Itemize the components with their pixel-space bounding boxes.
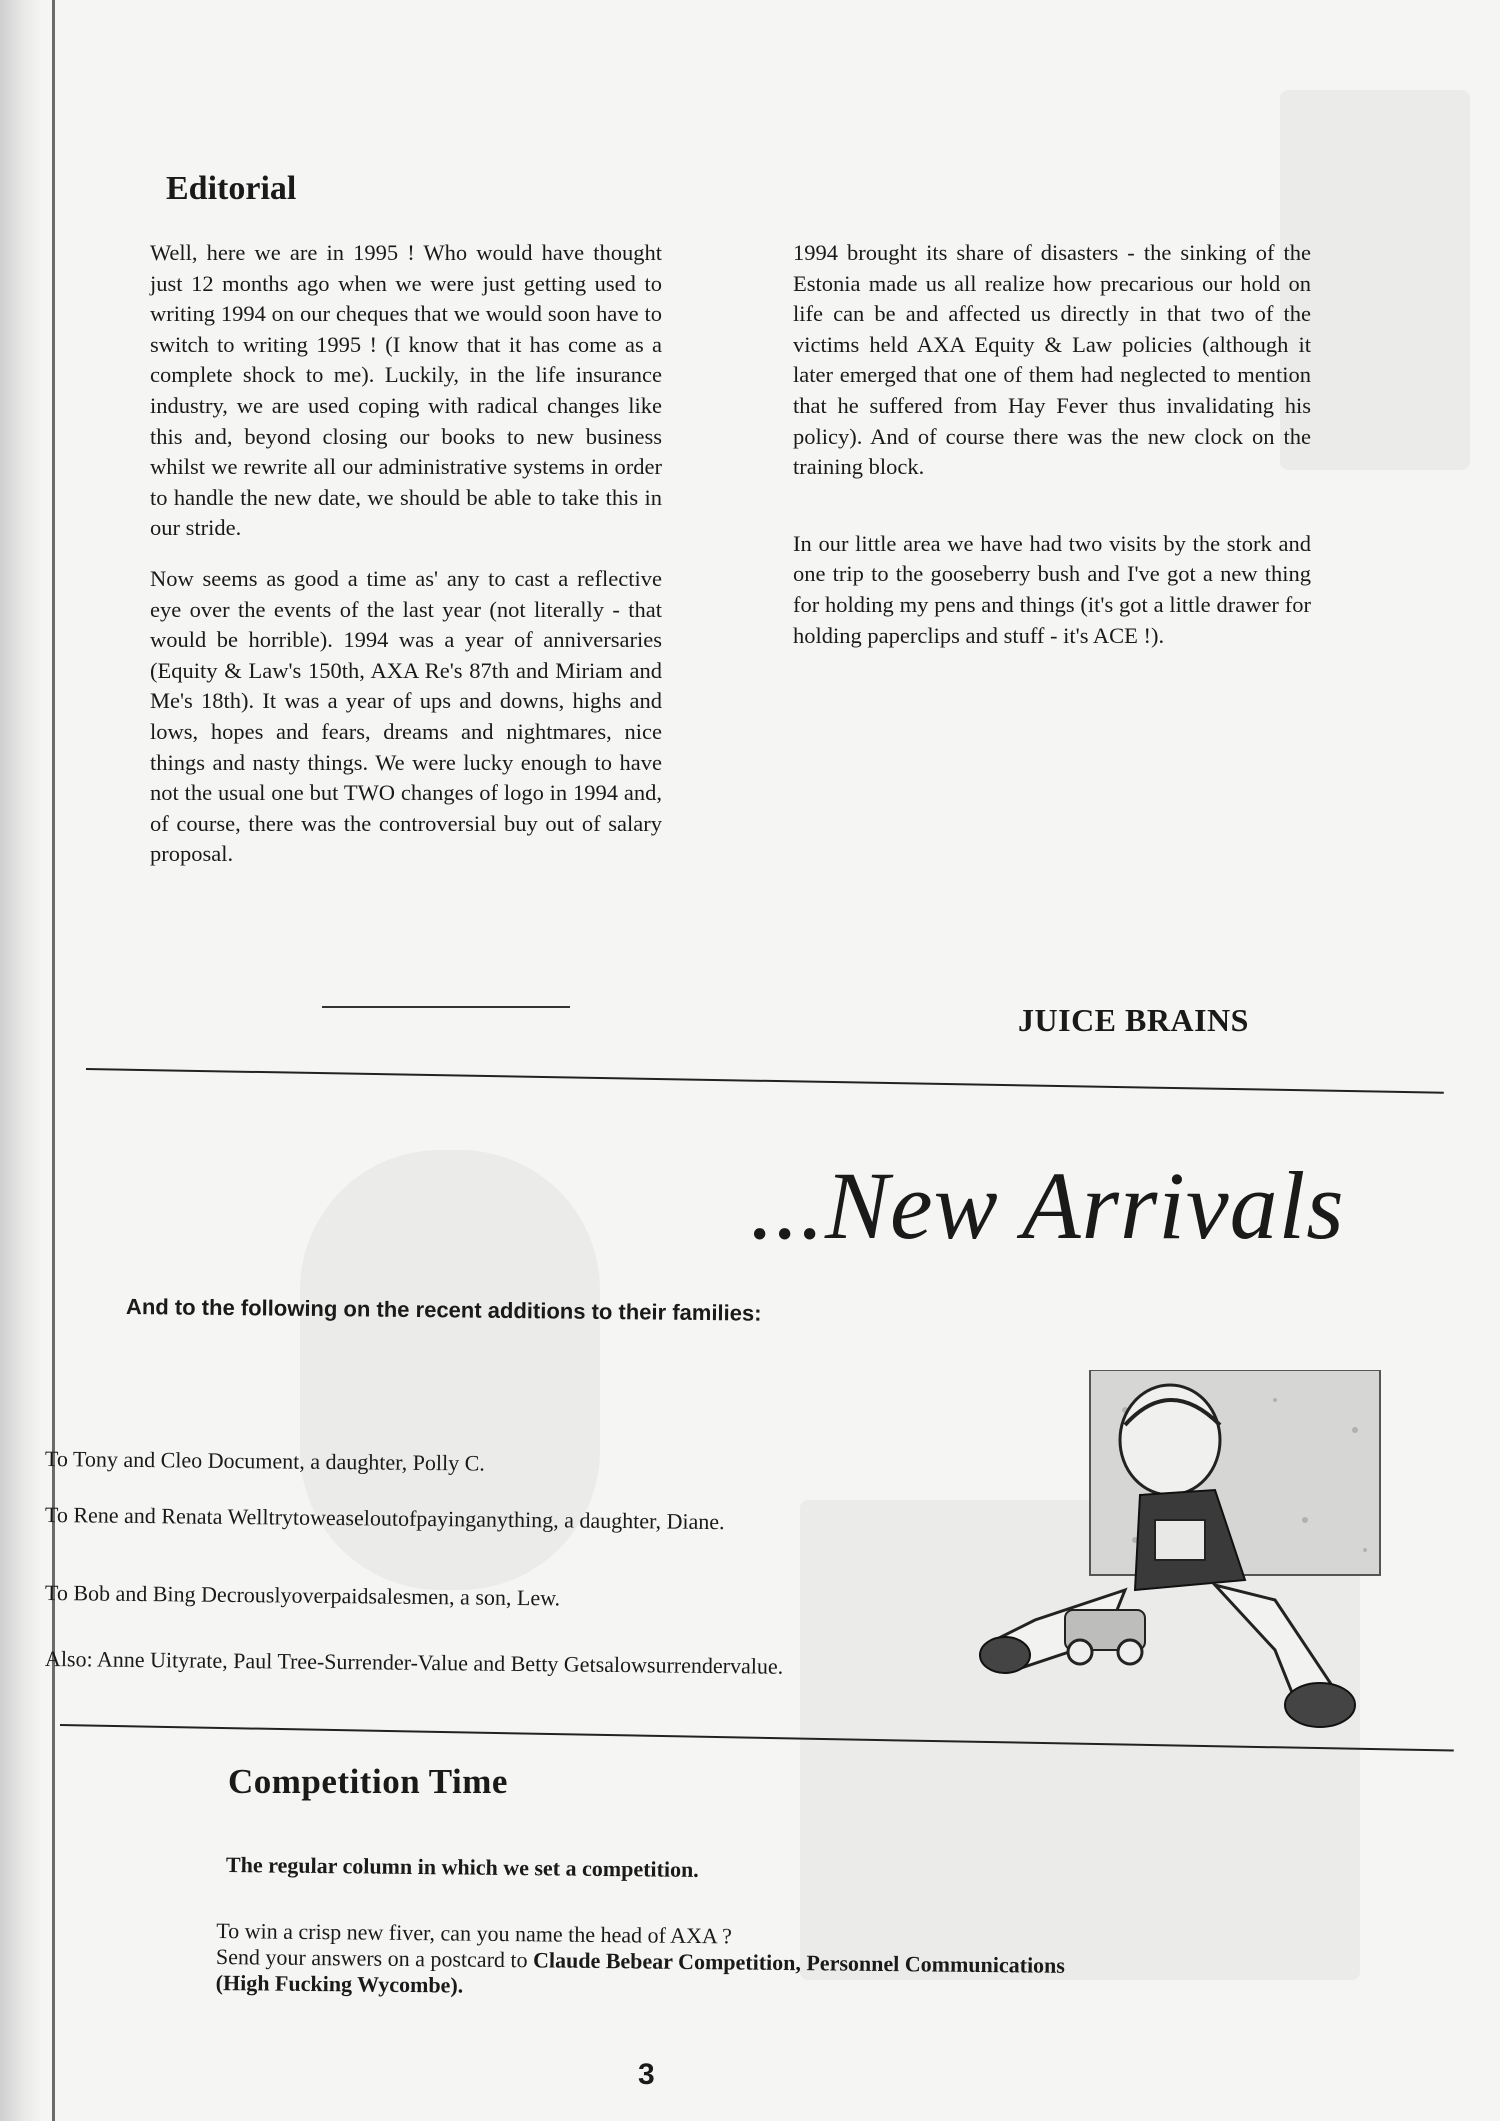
baby-illustration (975, 1370, 1405, 1750)
editorial-paragraph: In our little area we have had two visits by the stork and one trip to the gooseberry bush and I've got a new thing for holding my pens and things (it's got a little drawer for holding paperclips and stuff - it's ACE !). (793, 530, 1311, 648)
section-divider (86, 1068, 1444, 1094)
divider-underline (322, 1006, 570, 1008)
competition-heading: Competition Time (228, 1762, 508, 1801)
arrival-entry: Also: Anne Uityrate, Paul Tree-Surrender-Value and Betty Getsalowsurrendervalue. (44, 1646, 784, 1679)
arrival-entry: To Tony and Cleo Document, a daughter, Polly C. (44, 1446, 485, 1476)
new-arrivals-intro: And to the following on the recent additions to their families: (125, 1294, 762, 1326)
competition-instructions-text: Send your answers on a postcard to (215, 1944, 534, 1973)
new-arrivals-heading: ...New Arrivals (750, 1152, 1345, 1259)
editorial-paragraph: Now seems as good a time as' any to cast a reflective eye over the events of the last year (not literally - that would be horrible). 1994 was a year of anniversaries (Equity & Law's 150th, AXA Re's 87th and Miriam and Me's 18th). It was a year of ups and downs, highs and lows, hopes and fears, dreams and nightmares, nice things and nasty things. We were lucky enough to have not the usual one but TWO changes of logo in 1994 and, of course, there was the controversial buy out of salary proposal. (150, 565, 662, 867)
page-spine-edge (52, 0, 55, 2121)
page-spine-shadow (0, 0, 60, 2121)
page-number: 3 (638, 2058, 655, 2091)
editorial-heading: Editorial (166, 170, 297, 207)
editorial-right-column (793, 238, 1311, 671)
competition-body (216, 1918, 1327, 2008)
arrival-entry: To Bob and Bing Decrouslyoverpaidsalesmen, a son, Lew. (44, 1580, 561, 1611)
competition-subtitle: The regular column in which we set a competition. (225, 1852, 699, 1882)
editorial-signature: JUICE BRAINS (1018, 1002, 1249, 1038)
arrival-entry: To Rene and Renata Welltrytoweaseloutofpayinganything, a daughter, Diane. (44, 1502, 725, 1535)
editorial-paragraph: Well, here we are in 1995 ! Who would have thought just 12 months ago when we were just getting used to writing 1994 on our cheques that we would soon have to switch to writing 1995 ! (I know that it has come as a complete shock to me). Luckily, in the life insurance industry, we are used coping with radical changes like this and, beyond closing our books to new business whilst we rewrite all our administrative systems in order to handle the new date, we should be able to take this in our stride. (150, 240, 662, 541)
competition-question: To win a crisp new fiver, can you name the head of AXA ? (216, 1918, 733, 1949)
competition-address-location: (High Fucking Wycombe). (215, 1969, 464, 1998)
competition-address: Claude Bebear Competition, Personnel Communications (532, 1947, 1066, 1978)
editorial-left-column (150, 238, 662, 890)
editorial-paragraph: 1994 brought its share of disasters - the sinking of the Estonia made us all realize how precarious our hold on life can be and affected us directly in that two of the victims held AXA Equity & Law policies (although it later emerged that one of them had neglected to mention that he suffered from Hay Fever thus invalidating his policy). And of course there was the new clock on the training block. (793, 240, 1311, 480)
